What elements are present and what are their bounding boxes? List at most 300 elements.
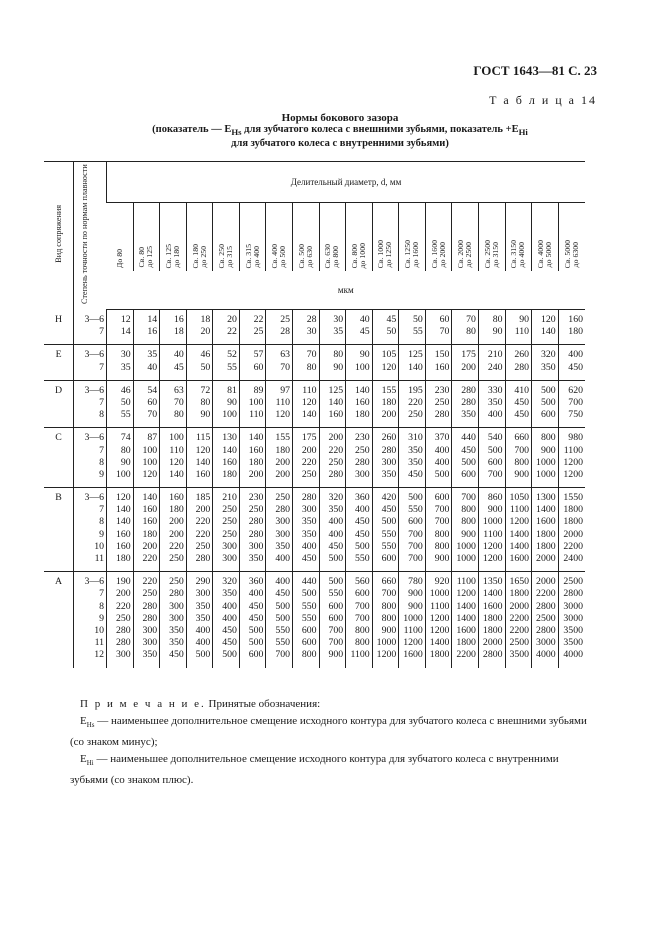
mate-type-cell: D (55, 384, 63, 396)
backlash-value: 600 (434, 492, 450, 504)
backlash-value: 700 (381, 588, 397, 600)
backlash-value: 600 (328, 612, 344, 624)
mate-type-cell: B (55, 492, 62, 504)
backlash-value: 800 (540, 432, 556, 444)
value-cell (160, 572, 187, 668)
backlash-value: 550 (381, 528, 397, 540)
backlash-value: 500 (275, 600, 291, 612)
value-cell (319, 310, 346, 345)
backlash-value: 50 (120, 396, 131, 408)
backlash-value: 600 (301, 637, 317, 649)
backlash-value: 400 (222, 600, 237, 612)
accuracy-degree-cell (74, 488, 107, 572)
backlash-value: 280 (461, 384, 476, 396)
backlash-value: 160 (222, 456, 237, 468)
backlash-value: 900 (434, 553, 450, 564)
backlash-value: 1200 (563, 468, 583, 480)
backlash-value: 220 (169, 540, 184, 552)
value-cell (319, 488, 346, 572)
accuracy-degree-value: 8 (99, 600, 105, 612)
backlash-value: 250 (115, 612, 131, 624)
header-unit: мкм (107, 271, 585, 310)
value-cell (133, 428, 160, 488)
backlash-value: 280 (115, 624, 131, 636)
backlash-value: 20 (227, 314, 237, 325)
backlash-value: 550 (381, 540, 397, 552)
backlash-value: 700 (408, 528, 423, 540)
backlash-value: 300 (248, 540, 264, 552)
backlash-value: 1200 (403, 637, 423, 649)
value-cell (425, 428, 452, 488)
note-heading: П р и м е ч а н и е. (80, 698, 206, 710)
backlash-value: 2000 (563, 528, 583, 540)
backlash-value: 16 (147, 326, 158, 338)
backlash-value: 1200 (482, 540, 503, 552)
backlash-value: 185 (195, 492, 211, 504)
backlash-value: 900 (328, 649, 344, 661)
backlash-value: 1100 (563, 444, 583, 456)
backlash-value: 25 (280, 314, 291, 325)
backlash-value: 89 (253, 384, 264, 396)
note-text: — наименьшее дополнительное смещение исходного контура для зубчатого колеса с внешними зубьями (со знаком минус); (70, 715, 587, 749)
backlash-value: 280 (115, 637, 131, 649)
backlash-value: 28 (306, 314, 317, 325)
title-text-a: (показатель — E (152, 124, 232, 135)
backlash-value: 3000 (563, 600, 583, 612)
backlash-value: 1000 (429, 588, 450, 600)
backlash-value: 55 (227, 361, 237, 373)
backlash-value: 1200 (482, 553, 503, 564)
backlash-value: 400 (195, 637, 211, 649)
range-from: Св. 1000 (376, 239, 386, 268)
backlash-value: 250 (248, 504, 264, 516)
backlash-value: 160 (142, 516, 158, 528)
backlash-value: 87 (147, 432, 158, 444)
backlash-value: 200 (275, 468, 291, 480)
backlash-value: 300 (115, 649, 131, 661)
backlash-value: 120 (169, 456, 184, 468)
backlash-value: 280 (275, 504, 291, 516)
backlash-value: 330 (487, 384, 503, 396)
backlash-value: 750 (568, 409, 583, 421)
value-cell (213, 488, 240, 572)
backlash-value: 1600 (456, 624, 476, 636)
range-label (271, 240, 287, 268)
header-mate-type-label: Вид сопряжения (54, 205, 64, 264)
backlash-value: 80 (200, 396, 211, 408)
backlash-value: 2500 (509, 637, 530, 649)
backlash-value: 20 (200, 326, 211, 338)
value-cell (425, 488, 452, 572)
backlash-value: 800 (461, 516, 476, 528)
backlash-value: 450 (408, 468, 423, 480)
backlash-value: 660 (381, 576, 397, 588)
backlash-value: 700 (328, 637, 344, 649)
backlash-value: 620 (568, 384, 583, 396)
note-symbol-sub: Hi (86, 759, 94, 768)
backlash-value: 350 (408, 456, 423, 468)
value-cell (372, 572, 399, 668)
backlash-value: 550 (275, 637, 291, 649)
range-label (537, 236, 553, 268)
backlash-value: 250 (169, 576, 184, 588)
backlash-value: 400 (248, 588, 264, 600)
range-from: Св. 2000 (456, 239, 466, 268)
range-label (404, 236, 420, 268)
backlash-value: 500 (248, 624, 264, 636)
backlash-value: 45 (173, 361, 184, 373)
backlash-value: 2200 (536, 588, 556, 600)
backlash-value: 300 (222, 540, 237, 552)
backlash-value: 400 (434, 456, 450, 468)
backlash-value: 500 (222, 649, 237, 661)
range-from: Св. 2500 (482, 239, 492, 268)
backlash-value: 120 (142, 468, 158, 480)
note-item-ehs (70, 713, 590, 751)
backlash-value: 1100 (456, 576, 476, 588)
backlash-value: 350 (169, 624, 184, 636)
value-cell (133, 488, 160, 572)
backlash-value: 60 (253, 361, 264, 373)
backlash-value: 120 (301, 396, 317, 408)
backlash-value: 160 (142, 504, 158, 516)
backlash-value: 110 (249, 409, 264, 421)
backlash-value: 40 (147, 361, 158, 373)
accuracy-degree-value: 7 (99, 588, 105, 600)
backlash-value: 400 (275, 576, 291, 588)
backlash-value: 1800 (482, 612, 503, 624)
backlash-value: 200 (169, 516, 184, 528)
accuracy-degree-value: 12 (94, 649, 105, 661)
backlash-value: 350 (381, 468, 397, 480)
backlash-value: 450 (275, 588, 291, 600)
backlash-value: 280 (328, 468, 344, 480)
header-diameter-range (532, 203, 559, 272)
backlash-value: 600 (301, 624, 317, 636)
accuracy-degree-value: 9 (99, 468, 105, 480)
backlash-value: 100 (169, 432, 184, 444)
backlash-value: 140 (248, 432, 264, 444)
header-diameter-range (346, 203, 373, 272)
backlash-value: 1000 (536, 456, 556, 468)
backlash-value: 80 (466, 326, 476, 338)
backlash-value: 920 (434, 576, 450, 588)
backlash-value: 300 (195, 588, 211, 600)
accuracy-degree-value: 7 (99, 396, 105, 408)
backlash-value: 100 (115, 468, 131, 480)
backlash-value: 35 (147, 349, 158, 361)
value-cell (532, 345, 559, 380)
backlash-value: 90 (227, 396, 237, 408)
backlash-value: 250 (142, 588, 158, 600)
backlash-value: 450 (514, 396, 530, 408)
range-to: до 180 (171, 245, 181, 267)
value-cell (346, 310, 373, 345)
backlash-value: 310 (408, 432, 423, 444)
backlash-value: 450 (169, 649, 184, 661)
value-cell (239, 345, 266, 380)
value-cell (213, 380, 240, 428)
backlash-value: 900 (408, 588, 423, 600)
backlash-value: 300 (355, 468, 370, 480)
backlash-value: 130 (222, 432, 237, 444)
backlash-value: 300 (169, 600, 184, 612)
backlash-value: 160 (328, 409, 344, 421)
mate-type-cell: E (55, 349, 62, 361)
backlash-value: 280 (301, 492, 317, 504)
backlash-value: 1800 (509, 588, 530, 600)
header-diameter-range (107, 203, 134, 272)
backlash-value: 220 (195, 528, 211, 540)
range-to: до 1600 (411, 241, 421, 267)
backlash-value: 200 (301, 444, 317, 456)
backlash-value: 350 (222, 588, 237, 600)
mate-type-cell: H (55, 313, 63, 325)
backlash-value: 2800 (482, 649, 503, 661)
value-cell (478, 428, 505, 488)
table-title-line1: Нормы бокового зазора (281, 112, 399, 124)
accuracy-degree-value: 7 (99, 325, 105, 337)
title-sub-hi: Hi (518, 127, 528, 138)
value-cell (186, 310, 213, 345)
backlash-value: 800 (355, 637, 370, 649)
backlash-value: 70 (173, 396, 184, 408)
backlash-value: 180 (568, 326, 583, 338)
accuracy-degree-value: 7 (99, 444, 105, 456)
backlash-value: 220 (328, 444, 344, 456)
header-mate-type (44, 162, 74, 310)
backlash-value: 1550 (563, 492, 583, 504)
backlash-value: 110 (275, 396, 291, 408)
backlash-value: 80 (492, 314, 503, 325)
backlash-value: 105 (381, 349, 397, 361)
backlash-value: 1100 (403, 624, 423, 636)
value-cell (346, 488, 373, 572)
backlash-value: 180 (222, 468, 237, 480)
accuracy-degree-value: 3—6 (84, 384, 105, 396)
backlash-value: 110 (514, 326, 530, 338)
backlash-value: 280 (514, 361, 530, 373)
backlash-value: 60 (439, 314, 450, 325)
backlash-value: 54 (147, 384, 158, 396)
accuracy-degree-value: 7 (99, 361, 105, 373)
table-row-group-C (44, 428, 585, 488)
backlash-value: 45 (386, 314, 397, 325)
backlash-value: 30 (120, 349, 131, 361)
backlash-value: 2800 (563, 588, 583, 600)
backlash-value: 300 (381, 456, 397, 468)
header-accuracy-degree (74, 162, 107, 310)
backlash-norms-table (44, 161, 585, 668)
backlash-value: 350 (142, 649, 158, 661)
header-diameter-range (452, 203, 479, 272)
backlash-value: 450 (222, 624, 237, 636)
backlash-value: 140 (408, 361, 423, 373)
value-cell (293, 572, 320, 668)
document-reference: ГОСТ 1643—81 С. 23 (473, 63, 597, 78)
backlash-value: 57 (253, 349, 264, 361)
accuracy-degree-cell (74, 345, 107, 380)
backlash-value: 500 (487, 444, 503, 456)
header-diameter-range (478, 203, 505, 272)
backlash-value: 14 (120, 326, 131, 338)
header-diameter-range (399, 203, 426, 272)
header-diameter-range (186, 203, 213, 272)
value-cell (372, 380, 399, 428)
backlash-value: 250 (222, 528, 237, 540)
backlash-value: 280 (248, 528, 264, 540)
backlash-value: 90 (519, 314, 530, 325)
backlash-value: 250 (301, 468, 317, 480)
range-label (245, 240, 261, 268)
header-pitch-diameter: Делительный диаметр, d, мм (107, 162, 585, 203)
value-cell (319, 345, 346, 380)
value-cell (532, 380, 559, 428)
range-from: Св. 630 (323, 243, 333, 268)
backlash-value: 350 (195, 612, 211, 624)
backlash-value: 100 (248, 396, 264, 408)
value-cell (372, 310, 399, 345)
value-cell (107, 310, 134, 345)
backlash-value: 110 (169, 444, 184, 456)
backlash-value: 180 (142, 528, 158, 540)
backlash-value: 140 (115, 504, 131, 516)
backlash-value: 250 (328, 456, 344, 468)
backlash-value: 300 (275, 528, 291, 540)
backlash-value: 660 (514, 432, 530, 444)
value-cell (160, 428, 187, 488)
backlash-value: 280 (169, 588, 184, 600)
backlash-value: 360 (248, 576, 264, 588)
value-cell (186, 572, 213, 668)
value-cell (452, 345, 479, 380)
accuracy-degree-value: 10 (94, 540, 105, 552)
backlash-value: 140 (301, 409, 317, 421)
range-label (298, 240, 314, 268)
backlash-value: 140 (195, 456, 211, 468)
range-from: Св. 180 (190, 243, 200, 268)
value-cell (425, 380, 452, 428)
backlash-value: 450 (461, 444, 476, 456)
value-cell (186, 428, 213, 488)
backlash-value: 80 (333, 349, 344, 361)
backlash-value: 180 (381, 396, 397, 408)
range-to: до 315 (225, 245, 235, 267)
note-symbol-sub: Hs (86, 721, 95, 730)
value-cell (239, 488, 266, 572)
backlash-value: 400 (355, 504, 370, 516)
backlash-value: 175 (301, 432, 317, 444)
range-from: Св. 5000 (562, 239, 572, 268)
backlash-value: 180 (248, 456, 264, 468)
backlash-value: 450 (248, 612, 264, 624)
backlash-value: 250 (434, 396, 450, 408)
value-cell (452, 572, 479, 668)
note-title (70, 696, 590, 713)
backlash-value: 700 (408, 540, 423, 552)
backlash-value: 500 (540, 396, 556, 408)
accuracy-degree-value: 11 (94, 553, 105, 564)
backlash-value: 220 (142, 553, 158, 564)
backlash-value: 140 (222, 444, 237, 456)
backlash-value: 200 (248, 468, 264, 480)
backlash-value: 160 (355, 396, 370, 408)
backlash-value: 600 (328, 600, 344, 612)
note-text: — наименьшее дополнительное смещение исходного контура для зубчатого колеса с внутренними зубьями (со знаком плюс). (70, 753, 559, 787)
value-cell (452, 310, 479, 345)
value-cell (213, 345, 240, 380)
value-cell (133, 345, 160, 380)
backlash-value: 250 (355, 444, 370, 456)
backlash-value: 120 (195, 444, 211, 456)
backlash-value: 700 (355, 612, 370, 624)
backlash-value: 280 (142, 612, 158, 624)
backlash-value: 1000 (403, 612, 423, 624)
backlash-value: 140 (142, 492, 158, 504)
note-block (70, 696, 590, 789)
header-diameter-range (213, 203, 240, 272)
backlash-value: 400 (275, 553, 291, 564)
value-cell (133, 572, 160, 668)
value-cell (266, 345, 293, 380)
backlash-value: 230 (355, 432, 370, 444)
mate-type-cell: A (55, 576, 63, 588)
value-cell (107, 488, 134, 572)
value-cell (399, 428, 426, 488)
value-cell (160, 380, 187, 428)
backlash-value: 980 (568, 432, 583, 444)
backlash-value: 700 (514, 444, 530, 456)
backlash-value: 125 (408, 349, 423, 361)
header-diameter-range (372, 203, 399, 272)
backlash-value: 1100 (509, 504, 530, 516)
backlash-value: 220 (408, 396, 423, 408)
range-label (351, 239, 367, 268)
note-heading-rest: Принятые обозначения: (205, 698, 321, 710)
backlash-value: 400 (222, 612, 237, 624)
backlash-value: 600 (408, 516, 423, 528)
backlash-value: 280 (355, 456, 370, 468)
backlash-value: 250 (222, 516, 237, 528)
value-cell (213, 310, 240, 345)
backlash-value: 14 (147, 314, 158, 325)
backlash-value: 500 (540, 384, 556, 396)
range-to: до 2000 (437, 241, 447, 267)
backlash-value: 300 (222, 553, 237, 564)
backlash-value: 80 (120, 444, 131, 456)
backlash-value: 180 (115, 553, 131, 564)
backlash-value: 350 (301, 528, 317, 540)
value-cell (452, 428, 479, 488)
backlash-value: 70 (306, 349, 317, 361)
backlash-value: 210 (487, 349, 503, 361)
value-cell (532, 572, 559, 668)
backlash-value: 220 (301, 456, 317, 468)
backlash-value: 100 (222, 409, 237, 421)
backlash-value: 1200 (456, 588, 476, 600)
table-row-group-D (44, 380, 585, 428)
value-cell (239, 380, 266, 428)
value-cell (478, 345, 505, 380)
backlash-value: 3500 (563, 624, 583, 636)
backlash-value: 180 (169, 504, 184, 516)
backlash-value: 63 (280, 349, 291, 361)
accuracy-degree-value: 3—6 (84, 492, 105, 504)
backlash-value: 30 (333, 314, 344, 325)
backlash-value: 450 (355, 528, 370, 540)
backlash-value: 1350 (482, 576, 503, 588)
backlash-value: 90 (492, 326, 503, 338)
